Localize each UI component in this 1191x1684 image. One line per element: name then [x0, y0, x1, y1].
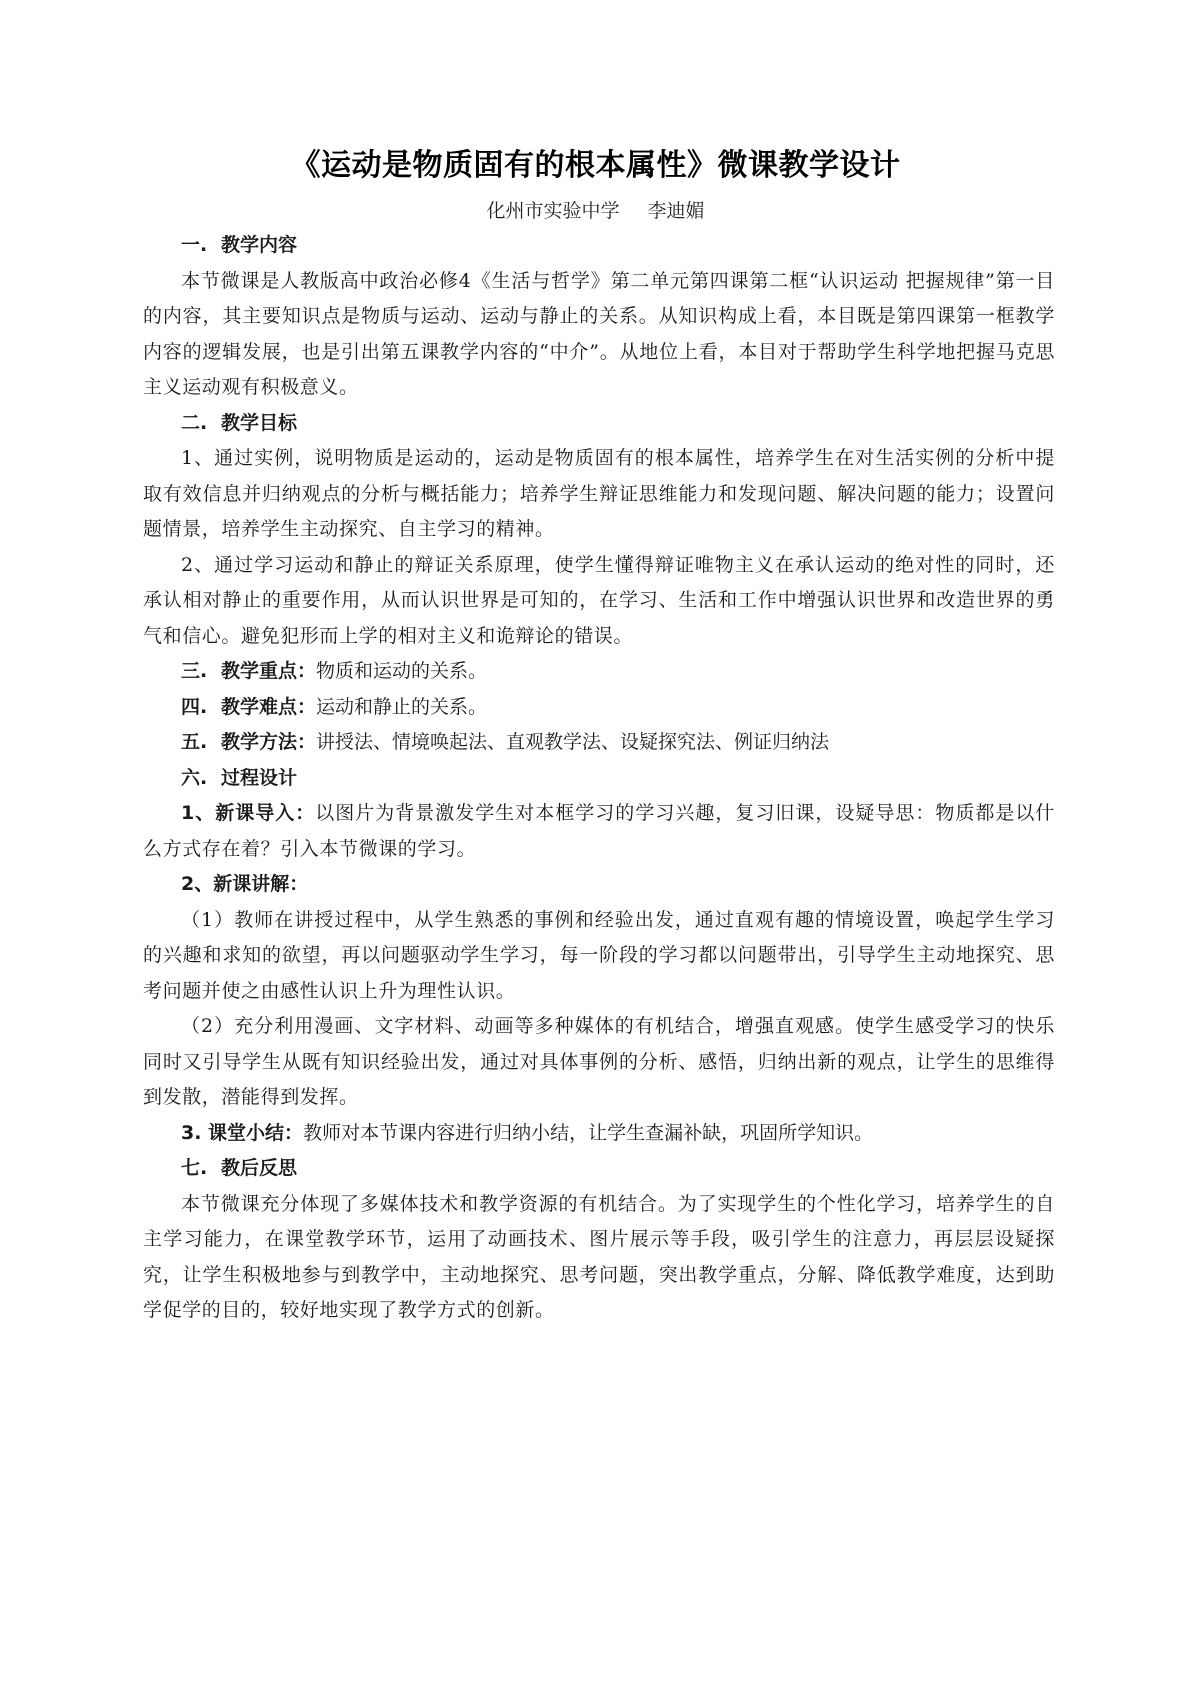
section-paragraph: 2、通过学习运动和静止的辩证关系原理，使学生懂得辩证唯物主义在承认运动的绝对性的同时，还承认相对静止的重要作用，从而认识世界是可知的，在学习、生活和工作中增强认识世界和改造世界的勇气和信心。避免犯形而上学的相对主义和诡辩论的错误。	[143, 553, 1055, 647]
page-title: 《运动是物质固有的根本属性》微课教学设计	[290, 148, 901, 183]
section-paragraph: （2）充分利用漫画、文字材料、动画等多种媒体的有机结合，增强直观感。使学生感受学习的快乐同时又引导学生从既有知识经验出发，通过对具体事例的分析、感悟，归纳出新的观点，让学生的思维得到发散，潜能得到发挥。	[143, 1015, 1055, 1108]
section-heading-reflection: 七. 教后反思	[181, 1157, 298, 1179]
section-paragraph: 本节微课充分体现了多媒体技术和教学资源的有机结合。为了实现学生的个性化学习，培养学生的自主学习能力，在课堂教学环节，运用了动画技术、图片展示等手段，吸引学生的注意力，再层层设疑探究，让学生积极地参与到教学中，主动地探究、思考问题，突出教学重点，分解、降低教学难度，达到助学促学的目的，较好地实现了教学方式的创新。	[143, 1192, 1055, 1321]
section-heading-content: 一. 教学内容	[181, 234, 298, 256]
author-line	[0, 196, 1191, 223]
process-item-intro: 1、新课导入：以图片为背景激发学生对本框学习的学习兴趣，复习旧课，设疑导思：物质都是以什么方式存在着？引入本节微课的学习。	[143, 802, 1055, 860]
section-paragraph: （1）教师在讲授过程中，从学生熟悉的事例和经验出发，通过直观有趣的情境设置，唤起学生学习的兴趣和求知的欲望，再以问题驱动学生学习，每一阶段的学习都以问题带出，引导学生主动地探究、思考问题并使之由感性认识上升为理性认识。	[143, 908, 1055, 1002]
document-body	[143, 228, 1055, 1329]
process-item-summary: 3. 课堂小结：教师对本节课内容进行归纳小结，让学生查漏补缺，巩固所学知识。	[181, 1121, 874, 1144]
section-paragraph: 本节微课是人教版高中政治必修4《生活与哲学》第二单元第四课第二框“认识运动 把握规律”第一目的内容，其主要知识点是物质与运动、运动与静止的关系。从知识构成上看，本目既是第四课第一框教学内容的逻辑发展，也是引出第五课教学内容的“中介”。从地位上看，本目对于帮助学生科学地把握马克思主义运动观有积极意义。	[143, 269, 1055, 398]
section-heading-process: 六. 过程设计	[181, 766, 298, 789]
section-key-points: 三. 教学重点：物质和运动的关系。	[181, 660, 488, 682]
section-difficulties: 四. 教学难点：运动和静止的关系。	[181, 695, 488, 718]
author-name: 李迪媚	[647, 200, 705, 222]
school-name: 化州市实验中学	[486, 200, 620, 222]
section-methods: 五. 教学方法：讲授法、情境唤起法、直观教学法、设疑探究法、例证归纳法	[181, 731, 830, 753]
section-heading-objectives: 二. 教学目标	[181, 411, 298, 434]
process-item-lecture-heading: 2、新课讲解：	[181, 873, 309, 895]
section-paragraph: 1、通过实例，说明物质是运动的，运动是物质固有的根本属性，培养学生在对生活实例的分析中提取有效信息并归纳观点的分析与概括能力；培养学生辩证思维能力和发现问题、解决问题的能力；设置问题情景，培养学生主动探究、自主学习的精神。	[143, 447, 1055, 540]
